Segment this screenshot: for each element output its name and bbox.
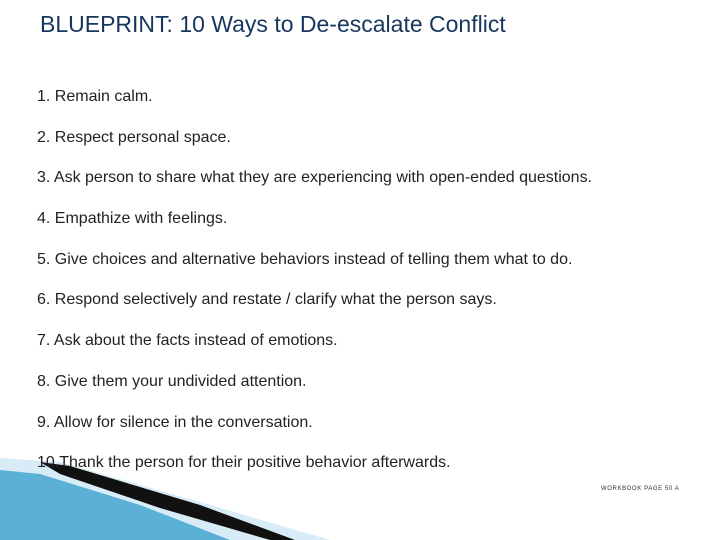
list-item: 7. Ask about the facts instead of emotions. (37, 332, 338, 350)
list-item: 6. Respond selectively and restate / clarify what the person says. (37, 291, 497, 309)
deescalation-list (37, 85, 592, 492)
list-item: 10.Thank the person for their positive behavior afterwards. (37, 454, 451, 472)
list-item: 5. Give choices and alternative behaviors instead of telling them what to do. (37, 250, 573, 268)
list-item: 4. Empathize with feelings. (37, 210, 228, 228)
list-item: 8. Give them your undivided attention. (37, 372, 307, 390)
list-item: 9. Allow for silence in the conversation. (37, 413, 313, 431)
workbook-page-reference: WORKBOOK PAGE 50 A (601, 486, 680, 492)
list-item: 3. Ask person to share what they are experiencing with open-ended questions. (37, 169, 593, 187)
list-item: 1. Remain calm. (37, 88, 153, 105)
slide-title: BLUEPRINT: 10 Ways to De-escalate Conflict (40, 11, 506, 37)
list-item: 2. Respect personal space. (37, 128, 231, 146)
